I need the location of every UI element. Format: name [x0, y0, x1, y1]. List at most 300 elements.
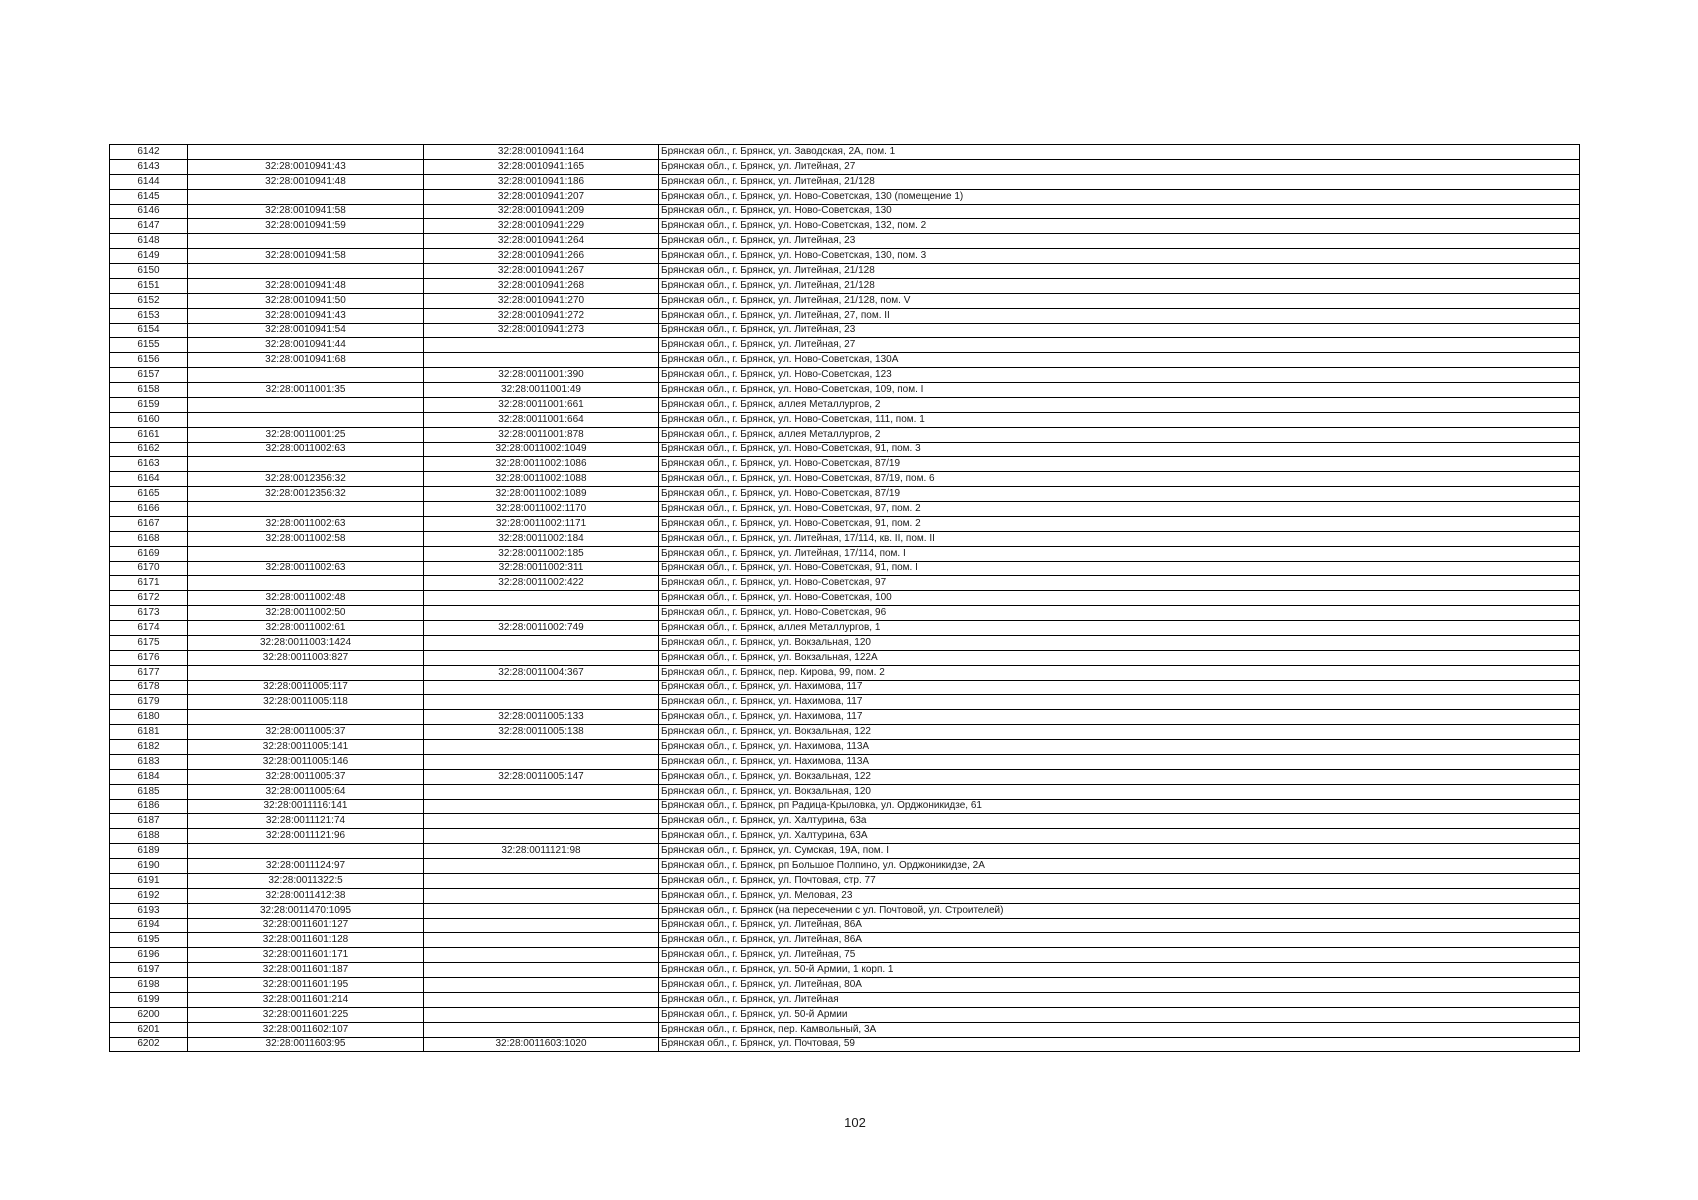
row-number-cell: 6183: [110, 754, 188, 769]
address-cell: Брянская обл., г. Брянск, ул. Литейная, 17/114, кв. II, пом. II: [659, 531, 1580, 546]
object-cadastral-number-cell: 32:28:0010941:272: [424, 308, 659, 323]
row-number-cell: 6149: [110, 249, 188, 264]
parcel-cadastral-number-cell: 32:28:0011005:141: [188, 740, 424, 755]
object-cadastral-number-cell: [424, 606, 659, 621]
address-cell: Брянская обл., г. Брянск, ул. Ново-Советская, 132, пом. 2: [659, 219, 1580, 234]
table-row: [110, 457, 1580, 472]
parcel-cadastral-number-cell: 32:28:0011601:127: [188, 918, 424, 933]
address-cell: Брянская обл., г. Брянск, ул. Литейная, 80А: [659, 978, 1580, 993]
object-cadastral-number-cell: 32:28:0011002:1049: [424, 442, 659, 457]
table-row: [110, 264, 1580, 279]
table-row: [110, 606, 1580, 621]
table-row: [110, 680, 1580, 695]
table-row: [110, 204, 1580, 219]
parcel-cadastral-number-cell: [188, 457, 424, 472]
object-cadastral-number-cell: [424, 754, 659, 769]
address-cell: Брянская обл., г. Брянск, ул. Нахимова, 117: [659, 695, 1580, 710]
parcel-cadastral-number-cell: 32:28:0012356:32: [188, 487, 424, 502]
object-cadastral-number-cell: [424, 992, 659, 1007]
table-row: [110, 159, 1580, 174]
object-cadastral-number-cell: [424, 591, 659, 606]
object-cadastral-number-cell: 32:28:0010941:164: [424, 145, 659, 160]
object-cadastral-number-cell: 32:28:0010941:268: [424, 278, 659, 293]
row-number-cell: 6147: [110, 219, 188, 234]
row-number-cell: 6180: [110, 710, 188, 725]
table-row: [110, 650, 1580, 665]
address-cell: Брянская обл., г. Брянск, ул. Литейная, 21/128: [659, 264, 1580, 279]
row-number-cell: 6157: [110, 368, 188, 383]
address-cell: Брянская обл., г. Брянск, ул. Ново-Советская, 87/19: [659, 457, 1580, 472]
row-number-cell: 6181: [110, 725, 188, 740]
object-cadastral-number-cell: [424, 353, 659, 368]
row-number-cell: 6194: [110, 918, 188, 933]
parcel-cadastral-number-cell: 32:28:0010941:48: [188, 278, 424, 293]
table-row: [110, 531, 1580, 546]
parcel-cadastral-number-cell: [188, 189, 424, 204]
object-cadastral-number-cell: [424, 918, 659, 933]
object-cadastral-number-cell: 32:28:0011121:98: [424, 844, 659, 859]
address-cell: Брянская обл., г. Брянск, аллея Металлургов, 1: [659, 621, 1580, 636]
parcel-cadastral-number-cell: 32:28:0011601:187: [188, 963, 424, 978]
address-cell: Брянская обл., г. Брянск, ул. Вокзальная, 120: [659, 784, 1580, 799]
parcel-cadastral-number-cell: 32:28:0010941:44: [188, 338, 424, 353]
object-cadastral-number-cell: 32:28:0011005:147: [424, 769, 659, 784]
object-cadastral-number-cell: 32:28:0011001:49: [424, 383, 659, 398]
table-row: [110, 308, 1580, 323]
parcel-cadastral-number-cell: 32:28:0011116:141: [188, 799, 424, 814]
object-cadastral-number-cell: [424, 978, 659, 993]
object-cadastral-number-cell: [424, 695, 659, 710]
parcel-cadastral-number-cell: 32:28:0010941:58: [188, 204, 424, 219]
table-row: [110, 978, 1580, 993]
parcel-cadastral-number-cell: 32:28:0011121:74: [188, 814, 424, 829]
address-cell: Брянская обл., г. Брянск, ул. Халтурина, 63А: [659, 829, 1580, 844]
table-row: [110, 442, 1580, 457]
table-row: [110, 918, 1580, 933]
row-number-cell: 6178: [110, 680, 188, 695]
address-cell: Брянская обл., г. Брянск, ул. Ново-Советская, 87/19, пом. 6: [659, 472, 1580, 487]
address-cell: Брянская обл., г. Брянск, ул. Литейная, 27: [659, 159, 1580, 174]
object-cadastral-number-cell: [424, 784, 659, 799]
table-row: [110, 412, 1580, 427]
address-cell: Брянская обл., г. Брянск, ул. Почтовая, стр. 77: [659, 873, 1580, 888]
row-number-cell: 6168: [110, 531, 188, 546]
address-cell: Брянская обл., г. Брянск, ул. Литейная, 23: [659, 234, 1580, 249]
row-number-cell: 6166: [110, 502, 188, 517]
address-cell: Брянская обл., г. Брянск, ул. Ново-Советская, 97: [659, 576, 1580, 591]
object-cadastral-number-cell: 32:28:0011002:1089: [424, 487, 659, 502]
parcel-cadastral-number-cell: 32:28:0011002:61: [188, 621, 424, 636]
object-cadastral-number-cell: [424, 948, 659, 963]
object-cadastral-number-cell: [424, 903, 659, 918]
row-number-cell: 6200: [110, 1007, 188, 1022]
parcel-cadastral-number-cell: 32:28:0011121:96: [188, 829, 424, 844]
object-cadastral-number-cell: 32:28:0011001:878: [424, 427, 659, 442]
parcel-cadastral-number-cell: [188, 576, 424, 591]
parcel-cadastral-number-cell: 32:28:0011470:1095: [188, 903, 424, 918]
address-cell: Брянская обл., г. Брянск, ул. Вокзальная, 122А: [659, 650, 1580, 665]
parcel-cadastral-number-cell: 32:28:0011601:214: [188, 992, 424, 1007]
object-cadastral-number-cell: [424, 963, 659, 978]
row-number-cell: 6167: [110, 516, 188, 531]
parcel-cadastral-number-cell: 32:28:0011002:63: [188, 516, 424, 531]
table-row: [110, 472, 1580, 487]
address-cell: Брянская обл., г. Брянск, рп Радица-Крыловка, ул. Орджоникидзе, 61: [659, 799, 1580, 814]
table-row: [110, 621, 1580, 636]
row-number-cell: 6184: [110, 769, 188, 784]
parcel-cadastral-number-cell: [188, 412, 424, 427]
parcel-cadastral-number-cell: [188, 264, 424, 279]
table-row: [110, 754, 1580, 769]
address-cell: Брянская обл., г. Брянск, ул. 50-й Армии: [659, 1007, 1580, 1022]
parcel-cadastral-number-cell: [188, 665, 424, 680]
row-number-cell: 6201: [110, 1022, 188, 1037]
parcel-cadastral-number-cell: [188, 502, 424, 517]
address-cell: Брянская обл., г. Брянск, ул. 50-й Армии, 1 корп. 1: [659, 963, 1580, 978]
table-row: [110, 903, 1580, 918]
parcel-cadastral-number-cell: 32:28:0011002:63: [188, 442, 424, 457]
row-number-cell: 6162: [110, 442, 188, 457]
row-number-cell: 6164: [110, 472, 188, 487]
row-number-cell: 6142: [110, 145, 188, 160]
object-cadastral-number-cell: [424, 1022, 659, 1037]
object-cadastral-number-cell: 32:28:0011001:390: [424, 368, 659, 383]
parcel-cadastral-number-cell: 32:28:0010941:68: [188, 353, 424, 368]
object-cadastral-number-cell: [424, 740, 659, 755]
table-row: [110, 665, 1580, 680]
address-cell: Брянская обл., г. Брянск, ул. Ново-Советская, 123: [659, 368, 1580, 383]
parcel-cadastral-number-cell: [188, 397, 424, 412]
table-row: [110, 992, 1580, 1007]
object-cadastral-number-cell: 32:28:0011002:422: [424, 576, 659, 591]
address-cell: Брянская обл., г. Брянск, рп Большое Полпино, ул. Орджоникидзе, 2А: [659, 859, 1580, 874]
object-cadastral-number-cell: 32:28:0011005:133: [424, 710, 659, 725]
parcel-cadastral-number-cell: 32:28:0011005:146: [188, 754, 424, 769]
object-cadastral-number-cell: 32:28:0010941:207: [424, 189, 659, 204]
object-cadastral-number-cell: 32:28:0011002:1170: [424, 502, 659, 517]
table-row: [110, 502, 1580, 517]
row-number-cell: 6154: [110, 323, 188, 338]
property-register-table: [109, 144, 1580, 1052]
row-number-cell: 6155: [110, 338, 188, 353]
address-cell: Брянская обл., г. Брянск, аллея Металлургов, 2: [659, 397, 1580, 412]
address-cell: Брянская обл., г. Брянск, ул. Ново-Советская, 130А: [659, 353, 1580, 368]
address-cell: Брянская обл., г. Брянск, ул. Литейная, 75: [659, 948, 1580, 963]
address-cell: Брянская обл., г. Брянск, ул. Ново-Советская, 91, пом. 3: [659, 442, 1580, 457]
address-cell: Брянская обл., г. Брянск, ул. Литейная, 86А: [659, 933, 1580, 948]
row-number-cell: 6188: [110, 829, 188, 844]
parcel-cadastral-number-cell: 32:28:0010941:58: [188, 249, 424, 264]
row-number-cell: 6144: [110, 174, 188, 189]
row-number-cell: 6202: [110, 1037, 188, 1052]
object-cadastral-number-cell: [424, 650, 659, 665]
table-row: [110, 487, 1580, 502]
row-number-cell: 6191: [110, 873, 188, 888]
table-row: [110, 561, 1580, 576]
address-cell: Брянская обл., г. Брянск, ул. Ново-Советская, 97, пом. 2: [659, 502, 1580, 517]
parcel-cadastral-number-cell: 32:28:0010941:43: [188, 159, 424, 174]
table-row: [110, 1007, 1580, 1022]
parcel-cadastral-number-cell: [188, 145, 424, 160]
table-row: [110, 293, 1580, 308]
row-number-cell: 6186: [110, 799, 188, 814]
address-cell: Брянская обл., г. Брянск, ул. Вокзальная, 122: [659, 769, 1580, 784]
object-cadastral-number-cell: 32:28:0011002:1171: [424, 516, 659, 531]
object-cadastral-number-cell: 32:28:0010941:264: [424, 234, 659, 249]
row-number-cell: 6161: [110, 427, 188, 442]
table-row: [110, 635, 1580, 650]
parcel-cadastral-number-cell: 32:28:0011002:63: [188, 561, 424, 576]
row-number-cell: 6158: [110, 383, 188, 398]
object-cadastral-number-cell: 32:28:0011001:664: [424, 412, 659, 427]
row-number-cell: 6172: [110, 591, 188, 606]
table-row: [110, 814, 1580, 829]
address-cell: Брянская обл., г. Брянск, ул. Ново-Советская, 91, пом. 2: [659, 516, 1580, 531]
row-number-cell: 6170: [110, 561, 188, 576]
table-row: [110, 859, 1580, 874]
parcel-cadastral-number-cell: 32:28:0011005:117: [188, 680, 424, 695]
table-row: [110, 695, 1580, 710]
row-number-cell: 6196: [110, 948, 188, 963]
row-number-cell: 6169: [110, 546, 188, 561]
row-number-cell: 6153: [110, 308, 188, 323]
parcel-cadastral-number-cell: 32:28:0011001:35: [188, 383, 424, 398]
address-cell: Брянская обл., г. Брянск, ул. Литейная, 86А: [659, 918, 1580, 933]
row-number-cell: 6156: [110, 353, 188, 368]
object-cadastral-number-cell: 32:28:0011001:661: [424, 397, 659, 412]
table-row: [110, 740, 1580, 755]
parcel-cadastral-number-cell: 32:28:0011003:1424: [188, 635, 424, 650]
row-number-cell: 6174: [110, 621, 188, 636]
table-row: [110, 546, 1580, 561]
row-number-cell: 6176: [110, 650, 188, 665]
address-cell: Брянская обл., г. Брянск, ул. Ново-Советская, 109, пом. I: [659, 383, 1580, 398]
address-cell: Брянская обл., г. Брянск (на пересечении с ул. Почтовой, ул. Строителей): [659, 903, 1580, 918]
object-cadastral-number-cell: [424, 814, 659, 829]
page-number: 102: [844, 1115, 866, 1130]
table-row: [110, 219, 1580, 234]
address-cell: Брянская обл., г. Брянск, ул. Литейная, 21/128, пом. V: [659, 293, 1580, 308]
address-cell: Брянская обл., г. Брянск, ул. Сумская, 19А, пом. I: [659, 844, 1580, 859]
row-number-cell: 6143: [110, 159, 188, 174]
object-cadastral-number-cell: 32:28:0010941:266: [424, 249, 659, 264]
object-cadastral-number-cell: [424, 1007, 659, 1022]
register-table-body: [110, 145, 1580, 1052]
object-cadastral-number-cell: 32:28:0010941:229: [424, 219, 659, 234]
object-cadastral-number-cell: 32:28:0011002:1088: [424, 472, 659, 487]
table-row: [110, 189, 1580, 204]
object-cadastral-number-cell: 32:28:0011603:1020: [424, 1037, 659, 1052]
object-cadastral-number-cell: 32:28:0011002:749: [424, 621, 659, 636]
table-row: [110, 278, 1580, 293]
table-row: [110, 769, 1580, 784]
object-cadastral-number-cell: 32:28:0011002:311: [424, 561, 659, 576]
parcel-cadastral-number-cell: 32:28:0011603:95: [188, 1037, 424, 1052]
table-row: [110, 145, 1580, 160]
table-row: [110, 234, 1580, 249]
parcel-cadastral-number-cell: 32:28:0011002:50: [188, 606, 424, 621]
parcel-cadastral-number-cell: [188, 546, 424, 561]
row-number-cell: 6187: [110, 814, 188, 829]
address-cell: Брянская обл., г. Брянск, ул. Литейная, 21/128: [659, 174, 1580, 189]
parcel-cadastral-number-cell: 32:28:0011124:97: [188, 859, 424, 874]
address-cell: Брянская обл., г. Брянск, ул. Литейная, 21/128: [659, 278, 1580, 293]
parcel-cadastral-number-cell: 32:28:0012356:32: [188, 472, 424, 487]
address-cell: Брянская обл., г. Брянск, ул. Халтурина, 63а: [659, 814, 1580, 829]
parcel-cadastral-number-cell: 32:28:0011005:37: [188, 769, 424, 784]
row-number-cell: 6148: [110, 234, 188, 249]
object-cadastral-number-cell: [424, 859, 659, 874]
address-cell: Брянская обл., г. Брянск, ул. Ново-Советская, 130, пом. 3: [659, 249, 1580, 264]
parcel-cadastral-number-cell: 32:28:0011001:25: [188, 427, 424, 442]
row-number-cell: 6152: [110, 293, 188, 308]
object-cadastral-number-cell: [424, 635, 659, 650]
parcel-cadastral-number-cell: 32:28:0011005:64: [188, 784, 424, 799]
address-cell: Брянская обл., г. Брянск, ул. Литейная: [659, 992, 1580, 1007]
address-cell: Брянская обл., г. Брянск, ул. Ново-Советская, 100: [659, 591, 1580, 606]
address-cell: Брянская обл., г. Брянск, ул. Почтовая, 59: [659, 1037, 1580, 1052]
table-row: [110, 397, 1580, 412]
object-cadastral-number-cell: 32:28:0010941:270: [424, 293, 659, 308]
parcel-cadastral-number-cell: 32:28:0011003:827: [188, 650, 424, 665]
parcel-cadastral-number-cell: 32:28:0011601:128: [188, 933, 424, 948]
row-number-cell: 6173: [110, 606, 188, 621]
row-number-cell: 6197: [110, 963, 188, 978]
table-row: [110, 963, 1580, 978]
address-cell: Брянская обл., г. Брянск, ул. Литейная, 17/114, пом. I: [659, 546, 1580, 561]
row-number-cell: 6163: [110, 457, 188, 472]
parcel-cadastral-number-cell: 32:28:0010941:48: [188, 174, 424, 189]
row-number-cell: 6185: [110, 784, 188, 799]
table-row: [110, 829, 1580, 844]
table-row: [110, 873, 1580, 888]
row-number-cell: 6190: [110, 859, 188, 874]
parcel-cadastral-number-cell: 32:28:0011601:195: [188, 978, 424, 993]
object-cadastral-number-cell: 32:28:0011005:138: [424, 725, 659, 740]
address-cell: Брянская обл., г. Брянск, ул. Литейная, 23: [659, 323, 1580, 338]
address-cell: Брянская обл., г. Брянск, ул. Нахимова, 117: [659, 680, 1580, 695]
address-cell: Брянская обл., г. Брянск, ул. Нахимова, 113А: [659, 740, 1580, 755]
object-cadastral-number-cell: 32:28:0010941:273: [424, 323, 659, 338]
row-number-cell: 6151: [110, 278, 188, 293]
address-cell: Брянская обл., г. Брянск, ул. Вокзальная, 120: [659, 635, 1580, 650]
address-cell: Брянская обл., г. Брянск, ул. Литейная, 27: [659, 338, 1580, 353]
address-cell: Брянская обл., г. Брянск, ул. Нахимова, 117: [659, 710, 1580, 725]
table-row: [110, 710, 1580, 725]
address-cell: Брянская обл., г. Брянск, ул. Ново-Советская, 130 (помещение 1): [659, 189, 1580, 204]
object-cadastral-number-cell: 32:28:0011002:1086: [424, 457, 659, 472]
object-cadastral-number-cell: [424, 829, 659, 844]
row-number-cell: 6199: [110, 992, 188, 1007]
row-number-cell: 6182: [110, 740, 188, 755]
row-number-cell: 6146: [110, 204, 188, 219]
parcel-cadastral-number-cell: 32:28:0010941:54: [188, 323, 424, 338]
object-cadastral-number-cell: 32:28:0011002:185: [424, 546, 659, 561]
table-row: [110, 368, 1580, 383]
row-number-cell: 6189: [110, 844, 188, 859]
object-cadastral-number-cell: [424, 799, 659, 814]
parcel-cadastral-number-cell: 32:28:0010941:59: [188, 219, 424, 234]
table-row: [110, 1022, 1580, 1037]
address-cell: Брянская обл., г. Брянск, пер. Камвольный, 3А: [659, 1022, 1580, 1037]
table-row: [110, 799, 1580, 814]
table-row: [110, 427, 1580, 442]
address-cell: Брянская обл., г. Брянск, ул. Ново-Советская, 111, пом. 1: [659, 412, 1580, 427]
row-number-cell: 6192: [110, 888, 188, 903]
address-cell: Брянская обл., г. Брянск, ул. Заводская, 2А, пом. 1: [659, 145, 1580, 160]
address-cell: Брянская обл., г. Брянск, ул. Ново-Советская, 91, пом. I: [659, 561, 1580, 576]
parcel-cadastral-number-cell: 32:28:0011005:118: [188, 695, 424, 710]
object-cadastral-number-cell: 32:28:0010941:165: [424, 159, 659, 174]
table-row: [110, 933, 1580, 948]
row-number-cell: 6195: [110, 933, 188, 948]
table-row: [110, 353, 1580, 368]
parcel-cadastral-number-cell: 32:28:0011322:5: [188, 873, 424, 888]
table-row: [110, 516, 1580, 531]
object-cadastral-number-cell: 32:28:0011002:184: [424, 531, 659, 546]
table-row: [110, 323, 1580, 338]
address-cell: Брянская обл., г. Брянск, ул. Меловая, 23: [659, 888, 1580, 903]
object-cadastral-number-cell: [424, 680, 659, 695]
table-row: [110, 725, 1580, 740]
row-number-cell: 6198: [110, 978, 188, 993]
table-row: [110, 249, 1580, 264]
row-number-cell: 6159: [110, 397, 188, 412]
row-number-cell: 6171: [110, 576, 188, 591]
row-number-cell: 6175: [110, 635, 188, 650]
parcel-cadastral-number-cell: 32:28:0011601:225: [188, 1007, 424, 1022]
parcel-cadastral-number-cell: 32:28:0010941:43: [188, 308, 424, 323]
object-cadastral-number-cell: [424, 933, 659, 948]
object-cadastral-number-cell: [424, 873, 659, 888]
table-row: [110, 948, 1580, 963]
parcel-cadastral-number-cell: 32:28:0011005:37: [188, 725, 424, 740]
address-cell: Брянская обл., г. Брянск, ул. Ново-Советская, 130: [659, 204, 1580, 219]
parcel-cadastral-number-cell: 32:28:0010941:50: [188, 293, 424, 308]
table-row: [110, 383, 1580, 398]
parcel-cadastral-number-cell: 32:28:0011002:58: [188, 531, 424, 546]
object-cadastral-number-cell: 32:28:0010941:186: [424, 174, 659, 189]
object-cadastral-number-cell: 32:28:0010941:209: [424, 204, 659, 219]
address-cell: Брянская обл., г. Брянск, ул. Вокзальная, 122: [659, 725, 1580, 740]
address-cell: Брянская обл., г. Брянск, ул. Нахимова, 113А: [659, 754, 1580, 769]
parcel-cadastral-number-cell: [188, 710, 424, 725]
address-cell: Брянская обл., г. Брянск, пер. Кирова, 99, пом. 2: [659, 665, 1580, 680]
parcel-cadastral-number-cell: 32:28:0011601:171: [188, 948, 424, 963]
parcel-cadastral-number-cell: 32:28:0011412:38: [188, 888, 424, 903]
parcel-cadastral-number-cell: [188, 844, 424, 859]
parcel-cadastral-number-cell: 32:28:0011602:107: [188, 1022, 424, 1037]
parcel-cadastral-number-cell: [188, 234, 424, 249]
table-row: [110, 1037, 1580, 1052]
address-cell: Брянская обл., г. Брянск, ул. Литейная, 27, пом. II: [659, 308, 1580, 323]
address-cell: Брянская обл., г. Брянск, аллея Металлургов, 2: [659, 427, 1580, 442]
table-row: [110, 888, 1580, 903]
address-cell: Брянская обл., г. Брянск, ул. Ново-Советская, 96: [659, 606, 1580, 621]
object-cadastral-number-cell: 32:28:0010941:267: [424, 264, 659, 279]
row-number-cell: 6193: [110, 903, 188, 918]
row-number-cell: 6165: [110, 487, 188, 502]
table-row: [110, 338, 1580, 353]
parcel-cadastral-number-cell: [188, 368, 424, 383]
row-number-cell: 6145: [110, 189, 188, 204]
row-number-cell: 6177: [110, 665, 188, 680]
table-row: [110, 784, 1580, 799]
address-cell: Брянская обл., г. Брянск, ул. Ново-Советская, 87/19: [659, 487, 1580, 502]
row-number-cell: 6160: [110, 412, 188, 427]
object-cadastral-number-cell: 32:28:0011004:367: [424, 665, 659, 680]
row-number-cell: 6150: [110, 264, 188, 279]
